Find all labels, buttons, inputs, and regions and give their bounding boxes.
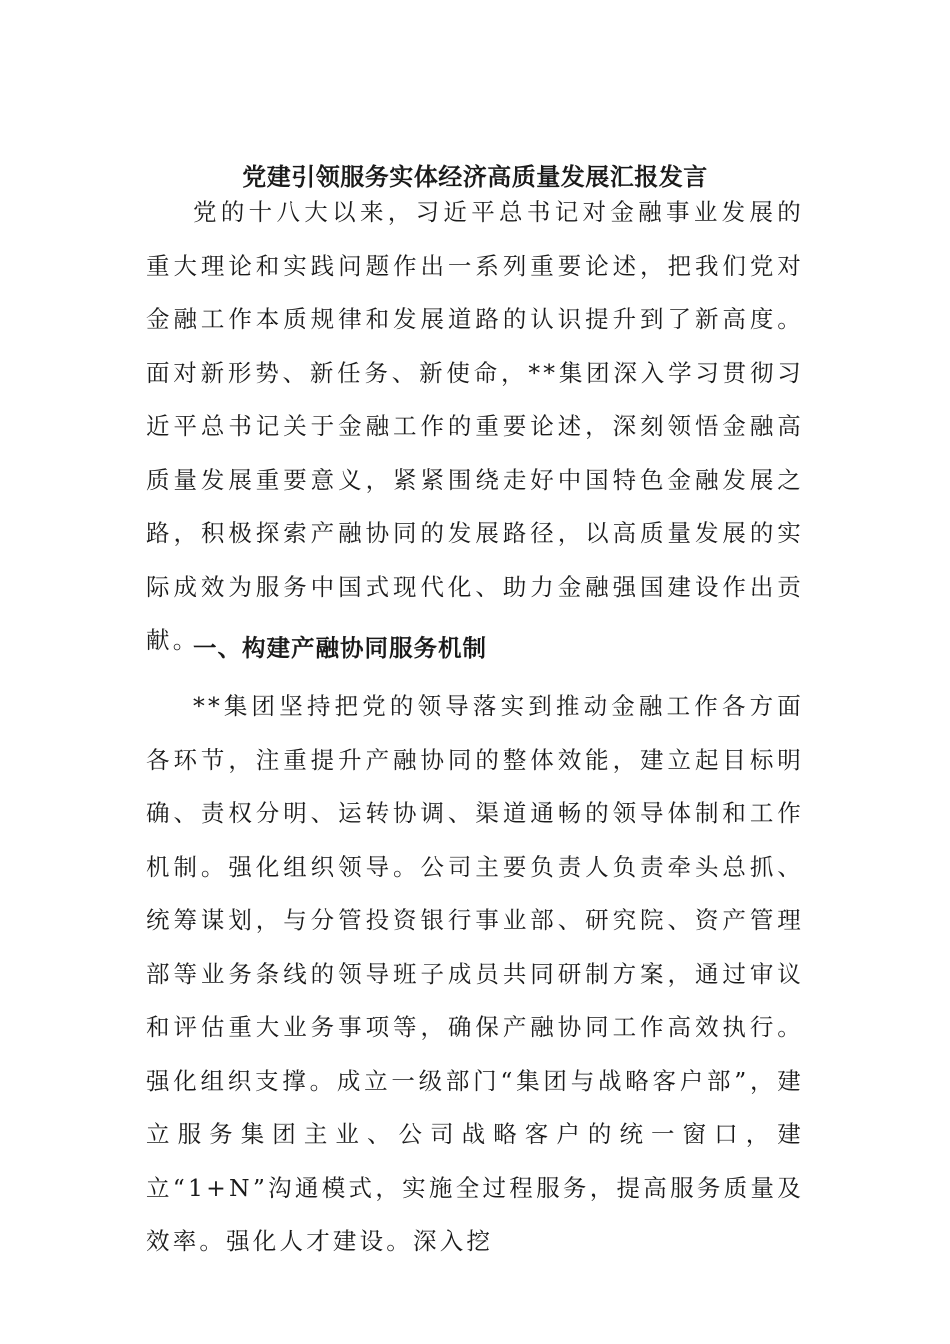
- section-paragraph: **集团坚持把党的领导落实到推动金融工作各方面各环节，注重提升产融协同的整体效能，建立起目标明确、责权分明、运转协调、渠道通畅的领导体制和工作机制。强化组织领导。公司主要负责人负责牵头总抓、统筹谋划，与分管投资银行事业部、研究院、资产管理部等业务条线的领导班子成员共同研制方案，通过审议和评估重大业务事项等，确保产融协同工作高效执行。强化组织支撑。成立一级部门“集团与战略客户部”，建立服务集团主业、公司战略客户的统一窗口，建立“1+N”沟通模式，实施全过程服务，提高服务质量及效率。强化人才建设。深入挖: [146, 692, 804, 1255]
- intro-paragraph: 党的十八大以来，习近平总书记对金融事业发展的重大理论和实践问题作出一系列重要论述，把我们党对金融工作本质规律和发展道路的认识提升到了新高度。面对新形势、新任务、新使命，**集团深入学习贯彻习近平总书记关于金融工作的重要论述，深刻领悟金融高质量发展重要意义，紧紧围绕走好中国特色金融发展之路，积极探索产融协同的发展路径，以高质量发展的实际成效为服务中国式现代化、助力金融强国建设作出贡献。: [146, 198, 804, 654]
- document-title: 党建引领服务实体经济高质量发展汇报发言: [242, 162, 708, 191]
- section-heading: 一、构建产融协同服务机制: [193, 634, 487, 662]
